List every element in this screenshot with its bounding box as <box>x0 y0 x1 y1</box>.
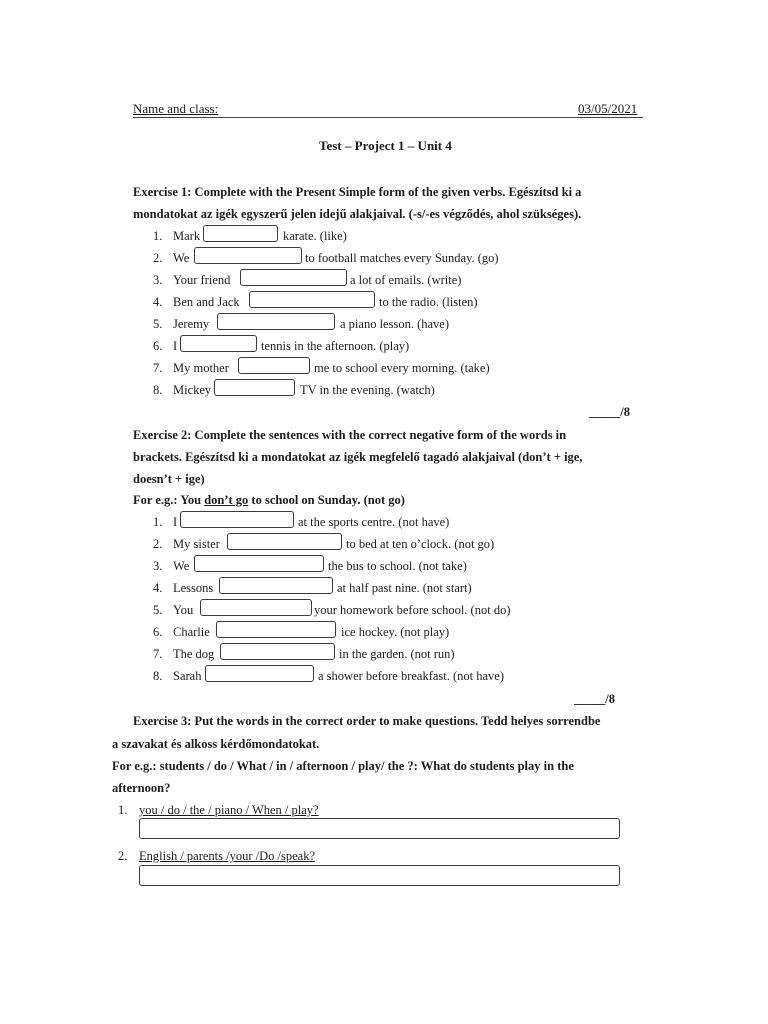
ex2-item-suffix: the bus to school. (not take) <box>328 559 467 573</box>
ex2-item-prefix: Charlie <box>173 625 210 639</box>
ex1-item-num: 1. <box>153 229 163 243</box>
ex2-item-num: 6. <box>153 625 163 639</box>
ex1-item-num: 8. <box>153 383 163 397</box>
ex1-item-prefix: I <box>173 339 178 353</box>
ex3-item-num: 1. <box>118 803 128 817</box>
ex2-item-num: 7. <box>153 647 163 661</box>
ex1-answer-field-5[interactable] <box>217 313 335 330</box>
ex1-item-num: 5. <box>153 317 163 331</box>
ex2-item-prefix: My sister <box>173 537 220 551</box>
ex2-item-prefix: The dog <box>173 647 215 661</box>
ex1-answer-field-3[interactable] <box>240 269 347 286</box>
ex2-item-suffix: ice hockey. (not play) <box>341 625 450 639</box>
ex3-example-line2: afternoon? <box>112 781 171 795</box>
ex2-answer-field-3[interactable] <box>194 555 324 572</box>
ex1-answer-field-4[interactable] <box>249 291 375 308</box>
ex2-item-prefix: I <box>173 515 178 529</box>
date-label: 03/05/2021 <box>578 101 638 116</box>
ex1-instruction-line2: mondatokat az igék egyszerű jelen idejű alakjaival. (-s/-es végződés, ahol szükséges). <box>133 207 582 221</box>
ex1-item-suffix: a lot of emails. (write) <box>350 273 462 287</box>
ex1-item-prefix: Mark <box>173 229 201 243</box>
ex2-item-suffix: your homework before school. (not do) <box>314 603 511 617</box>
ex2-answer-field-5[interactable] <box>200 599 312 616</box>
ex2-item-suffix: a shower before breakfast. (not have) <box>318 669 505 683</box>
ex3-answer-field-1[interactable] <box>139 818 620 839</box>
test-title: Test – Project 1 – Unit 4 <box>319 138 452 153</box>
ex1-item-suffix: me to school every morning. (take) <box>314 361 490 375</box>
ex2-answer-field-2[interactable] <box>227 533 342 550</box>
ex2-item-prefix: We <box>173 559 190 573</box>
ex2-item-num: 1. <box>153 515 163 529</box>
ex3-item-words: English / parents /your /Do /speak? <box>139 849 316 863</box>
ex1-item-suffix: a piano lesson. (have) <box>340 317 449 331</box>
ex2-item-prefix: Sarah <box>173 669 202 683</box>
ex2-item-prefix: You <box>173 603 194 617</box>
ex1-item-num: 4. <box>153 295 163 309</box>
name-class-label: Name and class: <box>133 101 219 116</box>
ex2-answer-field-8[interactable] <box>205 665 314 682</box>
ex2-item-suffix: at half past nine. (not start) <box>337 581 472 595</box>
ex3-instruction-line2: a szavakat és alkoss kérdőmondatokat. <box>112 737 320 751</box>
ex2-item-prefix: Lessons <box>173 581 214 595</box>
ex3-example-line1: For e.g.: students / do / What / in / afternoon / play/ the ?: What do students play in the <box>112 759 574 773</box>
ex2-item-suffix: at the sports centre. (not have) <box>298 515 450 529</box>
ex2-item-num: 4. <box>153 581 163 595</box>
ex2-example-prefix: For e.g.: You <box>133 493 205 507</box>
ex2-item-suffix: in the garden. (not run) <box>339 647 455 661</box>
ex1-item-num: 3. <box>153 273 163 287</box>
ex1-item-prefix: Your friend <box>173 273 231 287</box>
ex2-instruction-line1: Exercise 2: Complete the sentences with the correct negative form of the words in <box>133 428 567 442</box>
ex2-item-num: 8. <box>153 669 163 683</box>
ex3-answer-field-2[interactable] <box>139 865 620 886</box>
ex1-item-num: 2. <box>153 251 163 265</box>
ex2-example <box>133 493 405 508</box>
ex1-item-suffix: to the radio. (listen) <box>379 295 478 309</box>
ex1-score: _____/8 <box>589 405 630 419</box>
ex1-item-suffix: TV in the evening. (watch) <box>300 383 435 397</box>
ex1-item-suffix: karate. (like) <box>283 229 347 243</box>
ex2-item-num: 5. <box>153 603 163 617</box>
ex2-example-answer: don’t go <box>204 493 249 507</box>
ex1-item-prefix: My mother <box>173 361 229 375</box>
ex2-score: _____/8 <box>574 692 615 706</box>
ex1-item-prefix: Ben and Jack <box>173 295 240 309</box>
ex2-instruction-line3: doesn’t + ige) <box>133 472 205 486</box>
ex1-instruction-line1: Exercise 1: Complete with the Present Simple form of the given verbs. Egészítsd ki a <box>133 185 582 199</box>
ex1-item-num: 7. <box>153 361 163 375</box>
ex1-item-prefix: Jeremy <box>173 317 210 331</box>
ex1-answer-field-7[interactable] <box>238 357 310 374</box>
ex2-answer-field-6[interactable] <box>216 621 336 638</box>
ex1-answer-field-1[interactable] <box>203 225 278 242</box>
ex2-instruction-line2: brackets. Egészítsd ki a mondatokat az igék megfelelő tagadó alakjaival (don’t + ige, <box>133 450 583 464</box>
ex3-instruction-line1: Exercise 3: Put the words in the correct order to make questions. Tedd helyes sorrendbe <box>133 714 601 728</box>
ex1-item-prefix: Mickey <box>173 383 212 397</box>
ex3-item-words: you / do / the / piano / When / play? <box>139 803 319 817</box>
ex1-answer-field-2[interactable] <box>194 247 302 264</box>
ex1-item-suffix: tennis in the afternoon. (play) <box>261 339 410 353</box>
header-rule <box>133 117 643 118</box>
ex2-item-num: 2. <box>153 537 163 551</box>
ex1-item-num: 6. <box>153 339 163 353</box>
ex2-item-num: 3. <box>153 559 163 573</box>
ex2-example-suffix: to school on Sunday. (not go) <box>248 493 405 507</box>
ex3-item-num: 2. <box>118 849 128 863</box>
ex2-item-suffix: to bed at ten o’clock. (not go) <box>346 537 495 551</box>
ex2-answer-field-4[interactable] <box>219 577 333 594</box>
ex1-item-suffix: to football matches every Sunday. (go) <box>305 251 499 265</box>
ex1-answer-field-8[interactable] <box>214 379 295 396</box>
ex1-answer-field-6[interactable] <box>180 335 257 352</box>
ex1-item-prefix: We <box>173 251 190 265</box>
ex2-answer-field-7[interactable] <box>220 643 335 660</box>
ex2-answer-field-1[interactable] <box>180 511 294 528</box>
